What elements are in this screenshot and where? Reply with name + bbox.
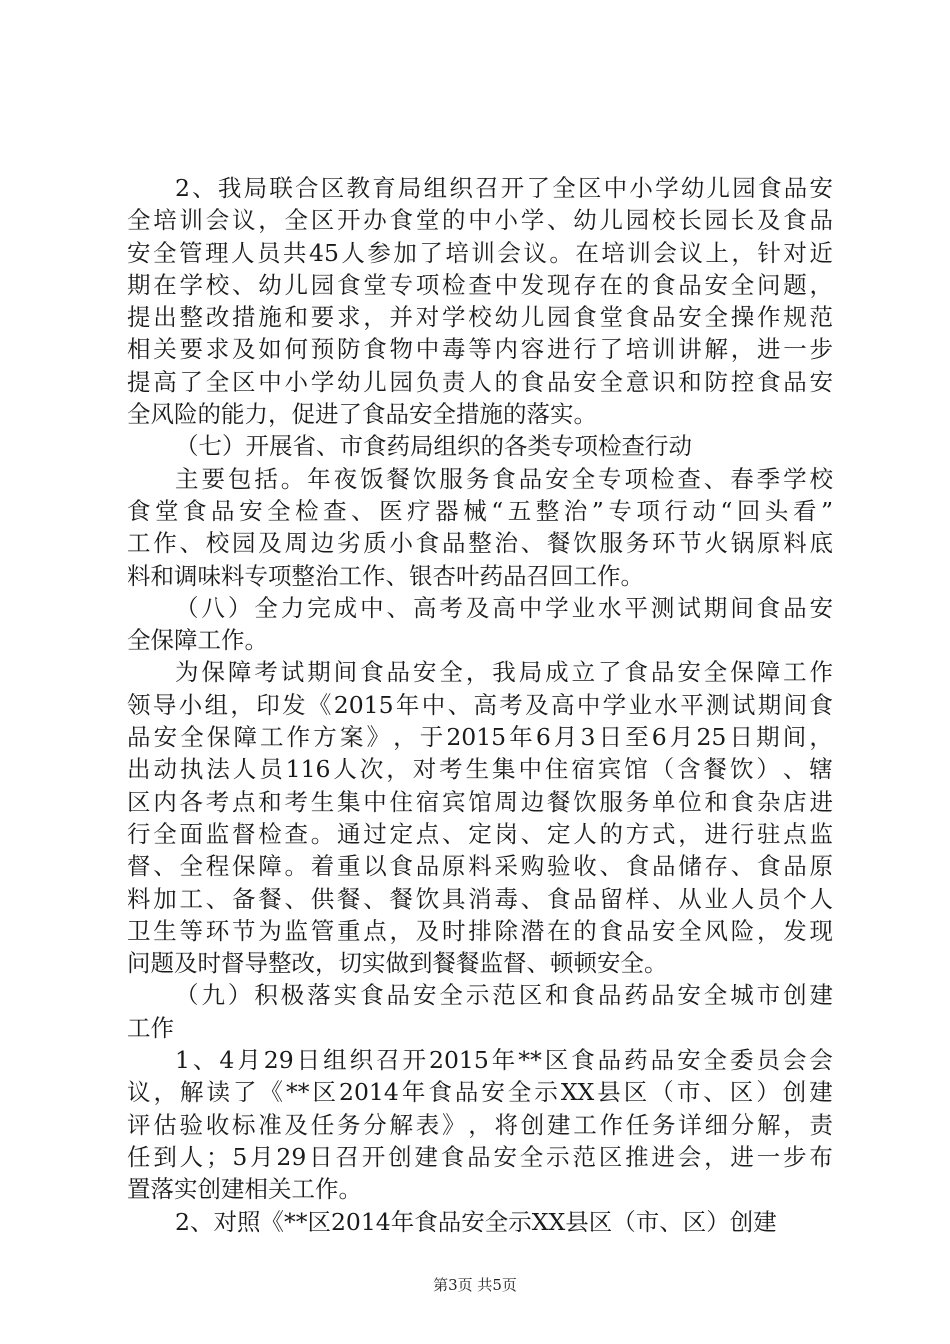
text-line: 区 内 各 考 点 和 考 生 集 中 住 宿 宾 馆 周 边 餐 饮 服 务 单 位 和 食 杂 店 进 xyxy=(127,787,833,816)
text-line: （ 九 ） 积 极 落 实 食 品 安 全 示 范 区 和 食 品 药 品 安 全 城 市 创 建 xyxy=(175,981,833,1010)
text-line: 卫 生 等 环 节 为 监 管 重 点 ， 及 时 排 除 潜 在 的 食 品 安 全 风 险 ， 发 现 xyxy=(127,916,833,945)
text-line: 问题及时督导整改，切实做到餐餐监督、顿顿安全。 xyxy=(127,949,668,978)
paragraph xyxy=(127,172,833,430)
paragraph xyxy=(127,430,833,462)
text-line: 提 出 整 改 措 施 和 要 求 ， 并 对 学 校 幼 儿 园 食 堂 食 品 安 全 操 作 规 范 xyxy=(127,303,833,332)
text-line: 安 全 管 理 人 员 共 45 人 参 加 了 培 训 会 议 。 在 培 训 会 议 上 ， 针 对 近 xyxy=(127,238,833,267)
text-line: （ 八 ） 全 力 完 成 中 、 高 考 及 高 中 学 业 水 平 测 试 期 间 食 品 安 xyxy=(175,593,833,622)
text-line: （七）开展省、市食药局组织的各类专项检查行动 xyxy=(175,432,692,461)
paragraph xyxy=(127,979,833,1044)
text-line: 料 加 工 、 备 餐 、 供 餐 、 餐 饮 具 消 毒 、 食 品 留 样 、 从 业 人 员 个 人 xyxy=(127,884,833,913)
document-body xyxy=(127,172,833,1238)
text-line: 任 到 人 ； 5 月 29 日 召 开 创 建 食 品 安 全 示 范 区 推 进 会 ， 进 一 步 布 xyxy=(127,1142,833,1171)
text-line: 2、对照《**区2014年食品安全示XX县区（市、区）创建 xyxy=(175,1207,777,1236)
text-line: 领 导 小 组 ， 印 发 《 2015 年 中 、 高 考 及 高 中 学 业 水 平 测 试 期 间 食 xyxy=(127,690,833,719)
text-line: 主 要 包 括 。 年 夜 饭 餐 饮 服 务 食 品 安 全 专 项 检 查 、 春 季 学 校 xyxy=(175,464,833,493)
text-line: 期 在 学 校 、 幼 儿 园 食 堂 专 项 检 查 中 发 现 存 在 的 食 品 安 全 问 题 ， xyxy=(127,270,833,299)
paragraph xyxy=(127,1044,833,1205)
text-line: 全保障工作。 xyxy=(127,626,268,655)
text-line: 工作 xyxy=(127,1013,174,1042)
text-line: 议 ， 解 读 了 《 ** 区 2014 年 食 品 安 全 示 XX 县 区 （ 市 、 区 ） 创 建 xyxy=(127,1078,833,1107)
text-line: 为 保 障 考 试 期 间 食 品 安 全 ， 我 局 成 立 了 食 品 安 全 保 障 工 作 xyxy=(175,658,833,687)
text-line: 相 关 要 求 及 如 何 预 防 食 物 中 毒 等 内 容 进 行 了 培 训 讲 解 ， 进 一 步 xyxy=(127,335,833,364)
text-line: 品 安 全 保 障 工 作 方 案 》 ， 于 2015 年 6 月 3 日 至 6 月 25 日 期 间 ， xyxy=(127,723,833,752)
paragraph xyxy=(127,592,833,657)
paragraph xyxy=(127,463,833,592)
text-line: 提 高 了 全 区 中 小 学 幼 儿 园 负 责 人 的 食 品 安 全 意 识 和 防 控 食 品 安 xyxy=(127,367,833,396)
text-line: 督 、 全 程 保 障 。 着 重 以 食 品 原 料 采 购 验 收 、 食 品 储 存 、 食 品 原 xyxy=(127,852,833,881)
page-footer: 第3页 共5页 xyxy=(433,1276,517,1294)
text-line: 料和调味料专项整治工作、银杏叶药品召回工作。 xyxy=(127,561,644,590)
text-line: 全风险的能力，促进了食品安全措施的落实。 xyxy=(127,400,597,429)
text-line: 评 估 验 收 标 准 及 任 务 分 解 表 》 ， 将 创 建 工 作 任 务 详 细 分 解 ， 责 xyxy=(127,1110,833,1139)
text-line: 置落实创建相关工作。 xyxy=(127,1175,362,1204)
paragraph xyxy=(127,656,833,979)
text-line: 全 培 训 会 议 ， 全 区 开 办 食 堂 的 中 小 学 、 幼 儿 园 校 长 园 长 及 食 品 xyxy=(127,206,833,235)
text-line: 食 堂 食 品 安 全 检 查 、 医 疗 器 械 “ 五 整 治 ” 专 项 行 动 “ 回 头 看 ” xyxy=(127,496,833,525)
text-line: 出 动 执 法 人 员 116 人 次 ， 对 考 生 集 中 住 宿 宾 馆 （ 含 餐 饮 ） 、 辖 xyxy=(127,755,833,784)
text-line: 1 、 4 月 29 日 组 织 召 开 2015 年 ** 区 食 品 药 品 安 全 委 员 会 会 xyxy=(175,1046,833,1075)
text-line: 2 、 我 局 联 合 区 教 育 局 组 织 召 开 了 全 区 中 小 学 幼 儿 园 食 品 安 xyxy=(175,174,833,202)
paragraph xyxy=(127,1206,833,1238)
text-line: 行 全 面 监 督 检 查 。 通 过 定 点 、 定 岗 、 定 人 的 方 式 ， 进 行 驻 点 监 xyxy=(127,819,833,848)
text-line: 工 作 、 校 园 及 周 边 劣 质 小 食 品 整 治 、 餐 饮 服 务 环 节 火 锅 原 料 底 xyxy=(127,529,833,558)
